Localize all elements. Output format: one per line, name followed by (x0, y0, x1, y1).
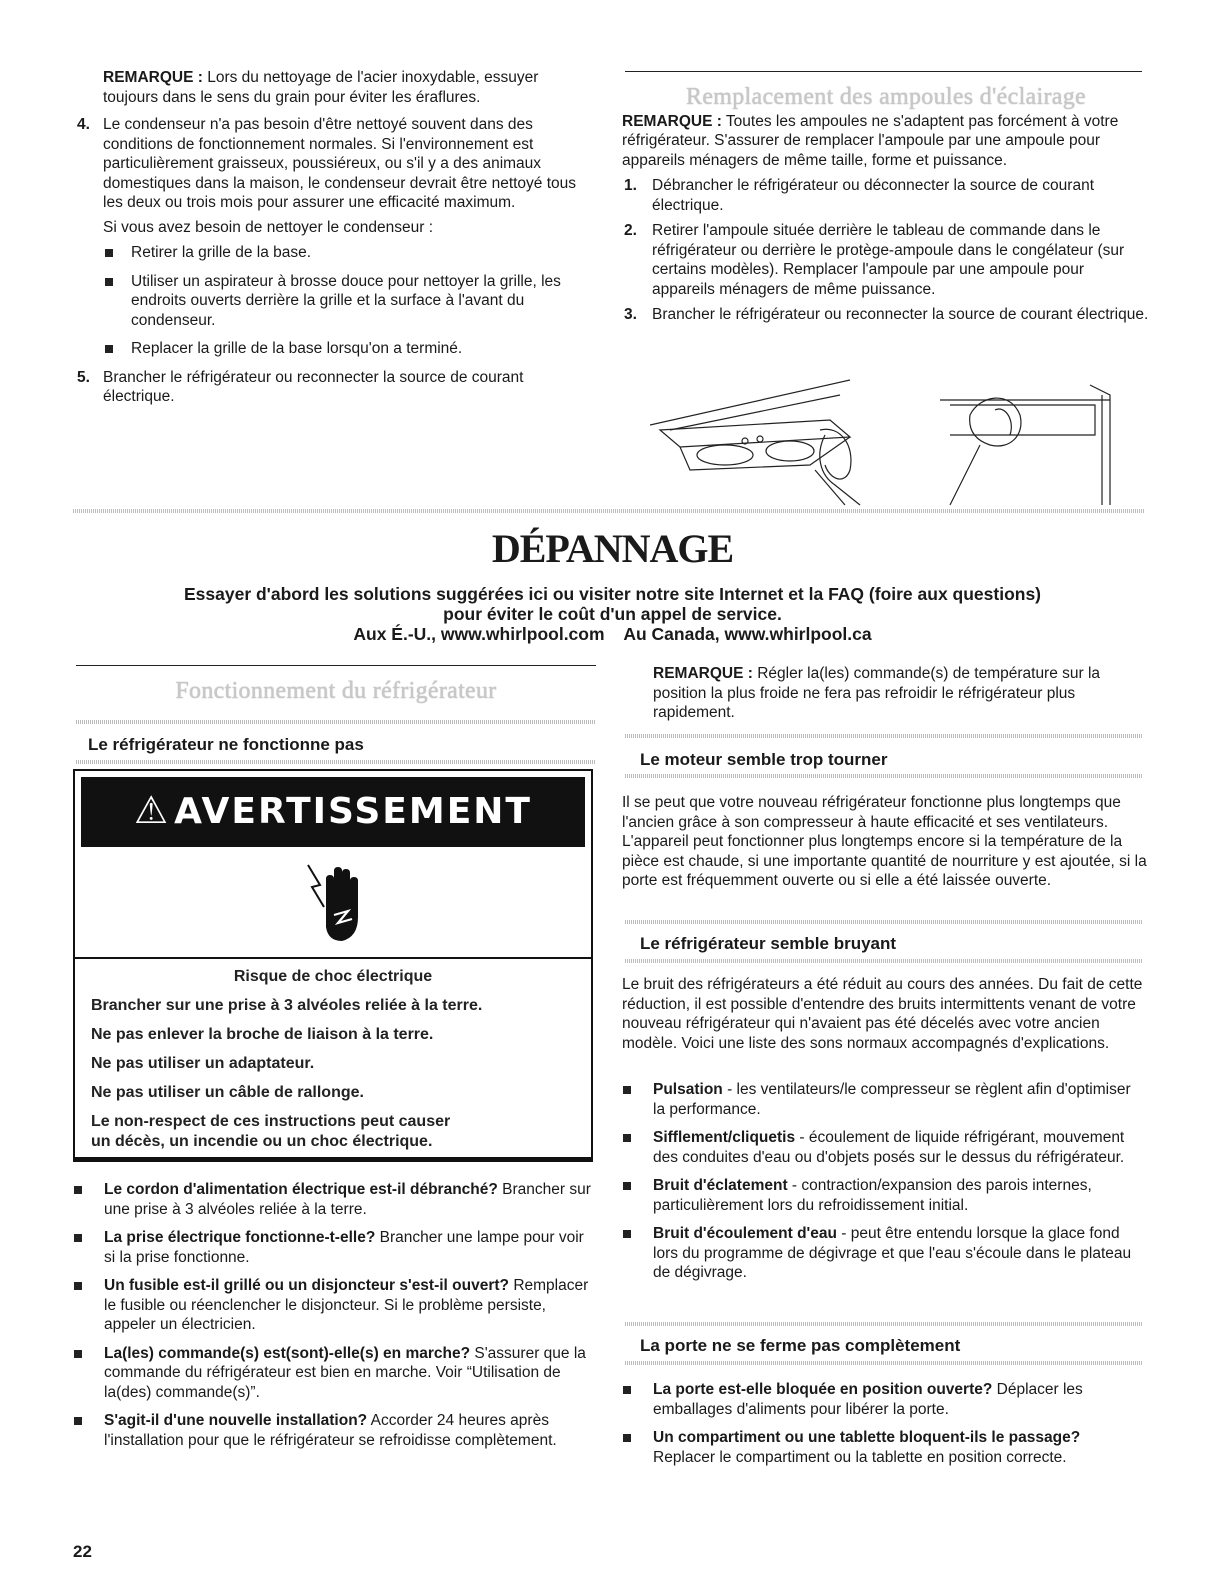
noise-text: Le bruit des réfrigérateurs a été réduit au cours des années. Du fait de cette réduction, il est possible d'entendre des bruits intermittents venant de votre nouveau réfrigérateur qui n'avaient pas été décelés avec votre ancien modèle. Voici une liste des sons normaux accompagnés d'explications. (622, 976, 1143, 1052)
list-item: Utiliser un aspirateur à brosse douce pour nettoyer la grille, les endroits ouverts derrière la grille et la surface à l'avant du condenseur. (73, 272, 593, 331)
bulb-replacement-illustration (650, 375, 1120, 510)
troubleshooting-header: DÉPANNAGE Essayer d'abord les solutions suggérées ici ou visiter notre site Internet et la FAQ (foire aux questions) pour éviter le coût d'un appel de service. Aux É.-U., www.whirlpool.com Au Canada, www.whirlpool.ca (0, 526, 1225, 644)
hatched-divider (625, 959, 1142, 963)
list-item: Replacer la grille de la base lorsqu'on a terminé. (73, 339, 593, 359)
warning-box: ⚠ AVERTISSEMENT Risque de choc électrique Brancher sur une prise à 3 alvéoles reliée à la terre. Ne pas enlever la broche de liaison à la terre. Ne pas utiliser un adaptateur. Ne pas utiliser un câble de rallonge. Le non-respect de ces instructions peut causer un décès, un incendie ou un choc électrique. (73, 769, 593, 1162)
list-item: La(les) commande(s) est(sont)-elle(s) en marche? S'assurer que la commande du réfrigérateur est bien en marche. Voir “Utilisation de la(des) commande(s)”. (73, 1344, 593, 1403)
bulb-replacement-block (622, 84, 1150, 331)
bulb-step: 2. Retirer l'ampoule située derrière le tableau de commande dans le réfrigérateur ou derrière le protège-ampoule dans le congélateur (sur certains modèles). Remplacer l'ampoule par une ampoule pour appareils ménagers de même puissance. (624, 222, 1125, 298)
list-item: Un fusible est-il grillé ou un disjoncteur s'est-il ouvert? Remplacer le fusible ou réenclencher le disjoncteur. Si le problème persiste, appeler un électricien. (73, 1276, 593, 1335)
no-run-checklist (73, 1180, 593, 1459)
section-title: Fonctionnement du réfrigérateur (175, 678, 497, 704)
list-item: La porte est-elle bloquée en position ouverte? Déplacer les emballages d'aliments pour libérer la porte. (622, 1380, 1142, 1419)
section-title: Remplacement des ampoules d'éclairage (686, 84, 1086, 110)
hatched-divider (625, 734, 1142, 738)
condenser-cleaning-block (73, 68, 593, 413)
subsection-title: Le réfrigérateur semble bruyant (640, 934, 897, 953)
divider (625, 71, 1142, 72)
list-item: Sifflement/cliquetis - écoulement de liquide réfrigérant, mouvement des conduites d'eau ou d'objets posés sur le dessus du réfrigérateur. (622, 1128, 1142, 1167)
door-checklist (622, 1380, 1142, 1476)
hatched-divider (625, 1361, 1142, 1365)
hatched-divider (625, 920, 1142, 924)
stainless-note: REMARQUE : Lors du nettoyage de l'acier inoxydable, essuyer toujours dans le sens du grain pour éviter les éraflures. (103, 69, 539, 106)
hatched-divider (73, 509, 1145, 513)
subsection-title: Le moteur semble trop tourner (640, 750, 888, 769)
hatched-divider (625, 1322, 1142, 1326)
page-title: DÉPANNAGE (491, 526, 734, 571)
list-item: Bruit d'éclatement - contraction/expansion des parois internes, particulièrement lors du refroidissement initial. (622, 1176, 1142, 1215)
hatched-divider (76, 760, 596, 764)
bulb-step: 3. Brancher le réfrigérateur ou reconnecter la source de courant électrique. (624, 306, 1149, 323)
electric-shock-hand-icon (75, 847, 591, 957)
subsection-title: Le réfrigérateur ne fonctionne pas (88, 735, 364, 754)
page-number: 22 (73, 1542, 92, 1561)
list-item: Bruit d'écoulement d'eau - peut être entendu lorsque la glace fond lors du programme de dégivrage et que l'eau s'écoule dans le plateau de dégivrage. (622, 1224, 1142, 1283)
bulb-step: 1. Débrancher le réfrigérateur ou déconnecter la source de courant électrique. (624, 177, 1095, 214)
warning-triangle-icon: ⚠ (134, 790, 169, 833)
motor-text: Il se peut que votre nouveau réfrigérateur fonctionne plus longtemps que l'ancien grâce à son compresseur à haute efficacité et ses ventilateurs. L'appareil peut fonctionner plus longtemps encore si la température de la pièce est chaude, si une importante quantité de nourriture y est ajoutée, si la porte est fréquemment ouverte ou si elle a été laissée ouverte. (622, 794, 1147, 889)
temperature-note: REMARQUE : Régler la(les) commande(s) de température sur la position la plus froide ne fera pas refroidir le réfrigérateur plus rapidement. (653, 665, 1101, 721)
step-5: 5. Brancher le réfrigérateur ou reconnecter la source de courant électrique. (77, 368, 524, 405)
warning-banner: ⚠ AVERTISSEMENT (81, 777, 585, 847)
hatched-divider (625, 774, 1142, 778)
list-item: Retirer la grille de la base. (73, 243, 593, 263)
step-4: 4. Le condenseur n'a pas besoin d'être nettoyé souvent dans des conditions de fonctionnement normales. Si l'environnement est particulièrement graisseux, poussiéreux, ou s'il y a des animaux domestiques dans la maison, le condenseur devrait être nettoyé tous les deux ou trois mois pour assurer une efficacité maximum. Si vous avez besoin de nettoyer le condenseur : (77, 116, 577, 236)
list-item: Pulsation - les ventilateurs/le compresseur se règlent afin d'optimiser la performance. (622, 1080, 1142, 1119)
bulb-note: REMARQUE : Toutes les ampoules ne s'adaptent pas forcément à votre réfrigérateur. S'assurer de remplacer l'ampoule par une ampoule pour appareils ménagers de même taille, forme et puissance. (622, 112, 1119, 169)
list-item: Le cordon d'alimentation électrique est-il débranché? Brancher sur une prise à 3 alvéoles reliée à la terre. (73, 1180, 593, 1219)
list-item: Un compartiment ou une tablette bloquent-ils le passage? Replacer le compartiment ou la tablette en position correcte. (622, 1428, 1142, 1467)
noise-list (622, 1080, 1142, 1292)
list-item: La prise électrique fonctionne-t-elle? Brancher une lampe pour voir si la prise fonctionne. (73, 1228, 593, 1267)
list-item: S'agit-il d'une nouvelle installation? Accorder 24 heures après l'installation pour que le réfrigérateur se refroidisse complètement. (73, 1411, 593, 1450)
hatched-divider (76, 720, 596, 724)
subsection-title: La porte ne se ferme pas complètement (640, 1336, 961, 1355)
divider (76, 665, 596, 666)
